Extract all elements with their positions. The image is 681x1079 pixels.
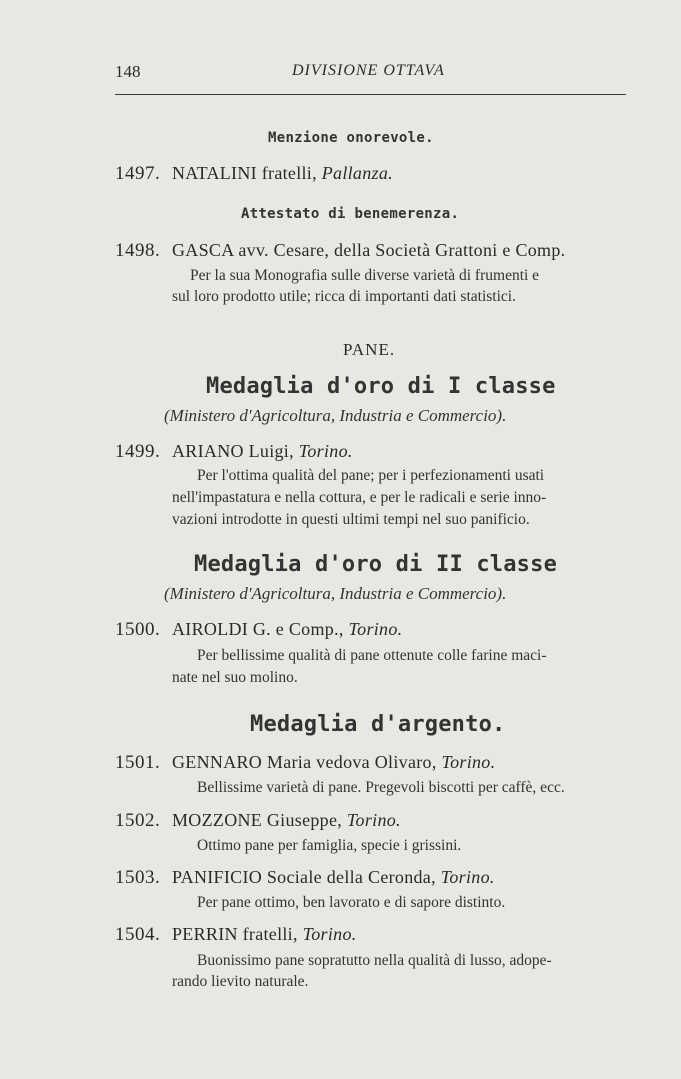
entry-name: PANIFICIO Sociale della Ceronda, xyxy=(172,867,441,887)
entry-number: 1499. xyxy=(115,441,161,462)
entry-number: 1501. xyxy=(115,752,161,773)
entry-name: PERRIN fratelli, xyxy=(172,924,303,944)
entry-title xyxy=(172,752,495,773)
entry-place: Torino. xyxy=(348,619,403,639)
entry-description-line: sul loro prodotto utile; ricca di importanti dati statistici. xyxy=(172,288,516,305)
entry-number: 1504. xyxy=(115,924,161,945)
award-heading-oro-2: Medaglia d'oro di II classe xyxy=(194,552,558,577)
entry-place: Torino. xyxy=(346,810,401,830)
entry-number: 1503. xyxy=(115,867,161,888)
entry-name: ARIANO Luigi, xyxy=(172,441,299,461)
entry-description-line: Per la sua Monografia sulle diverse varietà di frumenti e xyxy=(190,267,540,284)
running-title: DIVISIONE OTTAVA xyxy=(292,62,445,79)
entry-place: Pallanza. xyxy=(321,163,393,183)
entry-place: Torino. xyxy=(440,867,495,887)
entry-title xyxy=(172,867,495,888)
entry-name: MOZZONE Giuseppe, xyxy=(172,810,347,830)
entry-place: Torino. xyxy=(441,752,496,772)
entry-title xyxy=(172,163,393,184)
award-heading-argento: Medaglia d'argento. xyxy=(250,712,506,737)
entry-title xyxy=(172,924,357,945)
ministry-note: (Ministero d'Agricoltura, Industria e Commercio). xyxy=(164,406,507,425)
entry-description-line: Bellissime varietà di pane. Pregevoli biscotti per caffè, ecc. xyxy=(197,779,565,796)
entry-name: AIROLDI G. e Comp., xyxy=(172,619,349,639)
entry-place: Torino. xyxy=(302,924,357,944)
entry-name: GASCA avv. Cesare, della Società Grattoni e Comp. xyxy=(172,240,566,260)
entry-title xyxy=(172,240,565,261)
entry-description-line: Per pane ottimo, ben lavorato e di sapore distinto. xyxy=(197,894,506,911)
entry-number: 1498. xyxy=(115,240,161,261)
entry-title xyxy=(172,810,401,831)
entry-description-line: vazioni introdotte in questi ultimi tempi nel suo panificio. xyxy=(172,511,530,528)
entry-number: 1500. xyxy=(115,619,161,640)
entry-name: NATALINI fratelli, xyxy=(172,163,322,183)
page-number: 148 xyxy=(115,62,141,81)
entry-description-line: Per bellissime qualità di pane ottenute colle farine maci- xyxy=(197,647,547,664)
entry-description-line: nell'impastatura e nella cottura, e per le radicali e serie inno- xyxy=(172,489,547,506)
section-title: PANE. xyxy=(343,340,396,359)
entry-place: Torino. xyxy=(298,441,353,461)
award-heading-attestato: Attestato di benemerenza. xyxy=(241,206,460,222)
entry-description-line: nate nel suo molino. xyxy=(172,669,298,686)
entry-description-line: Ottimo pane per famiglia, specie i grissini. xyxy=(197,837,462,854)
entry-description-line: rando lievito naturale. xyxy=(172,973,309,990)
ministry-note: (Ministero d'Agricoltura, Industria e Commercio). xyxy=(164,584,507,603)
entry-number: 1502. xyxy=(115,810,161,831)
award-heading-menzione: Menzione onorevole. xyxy=(268,130,434,146)
entry-description-line: Per l'ottima qualità del pane; per i perfezionamenti usati xyxy=(197,467,545,484)
entry-name: GENNARO Maria vedova Olivaro, xyxy=(172,752,442,772)
entry-title xyxy=(172,441,353,462)
header-rule xyxy=(115,94,626,95)
award-heading-oro-1: Medaglia d'oro di I classe xyxy=(206,374,556,399)
entry-number: 1497. xyxy=(115,163,161,184)
entry-description-line: Buonissimo pane sopratutto nella qualità di lusso, adope- xyxy=(197,952,552,969)
entry-title xyxy=(172,619,402,640)
